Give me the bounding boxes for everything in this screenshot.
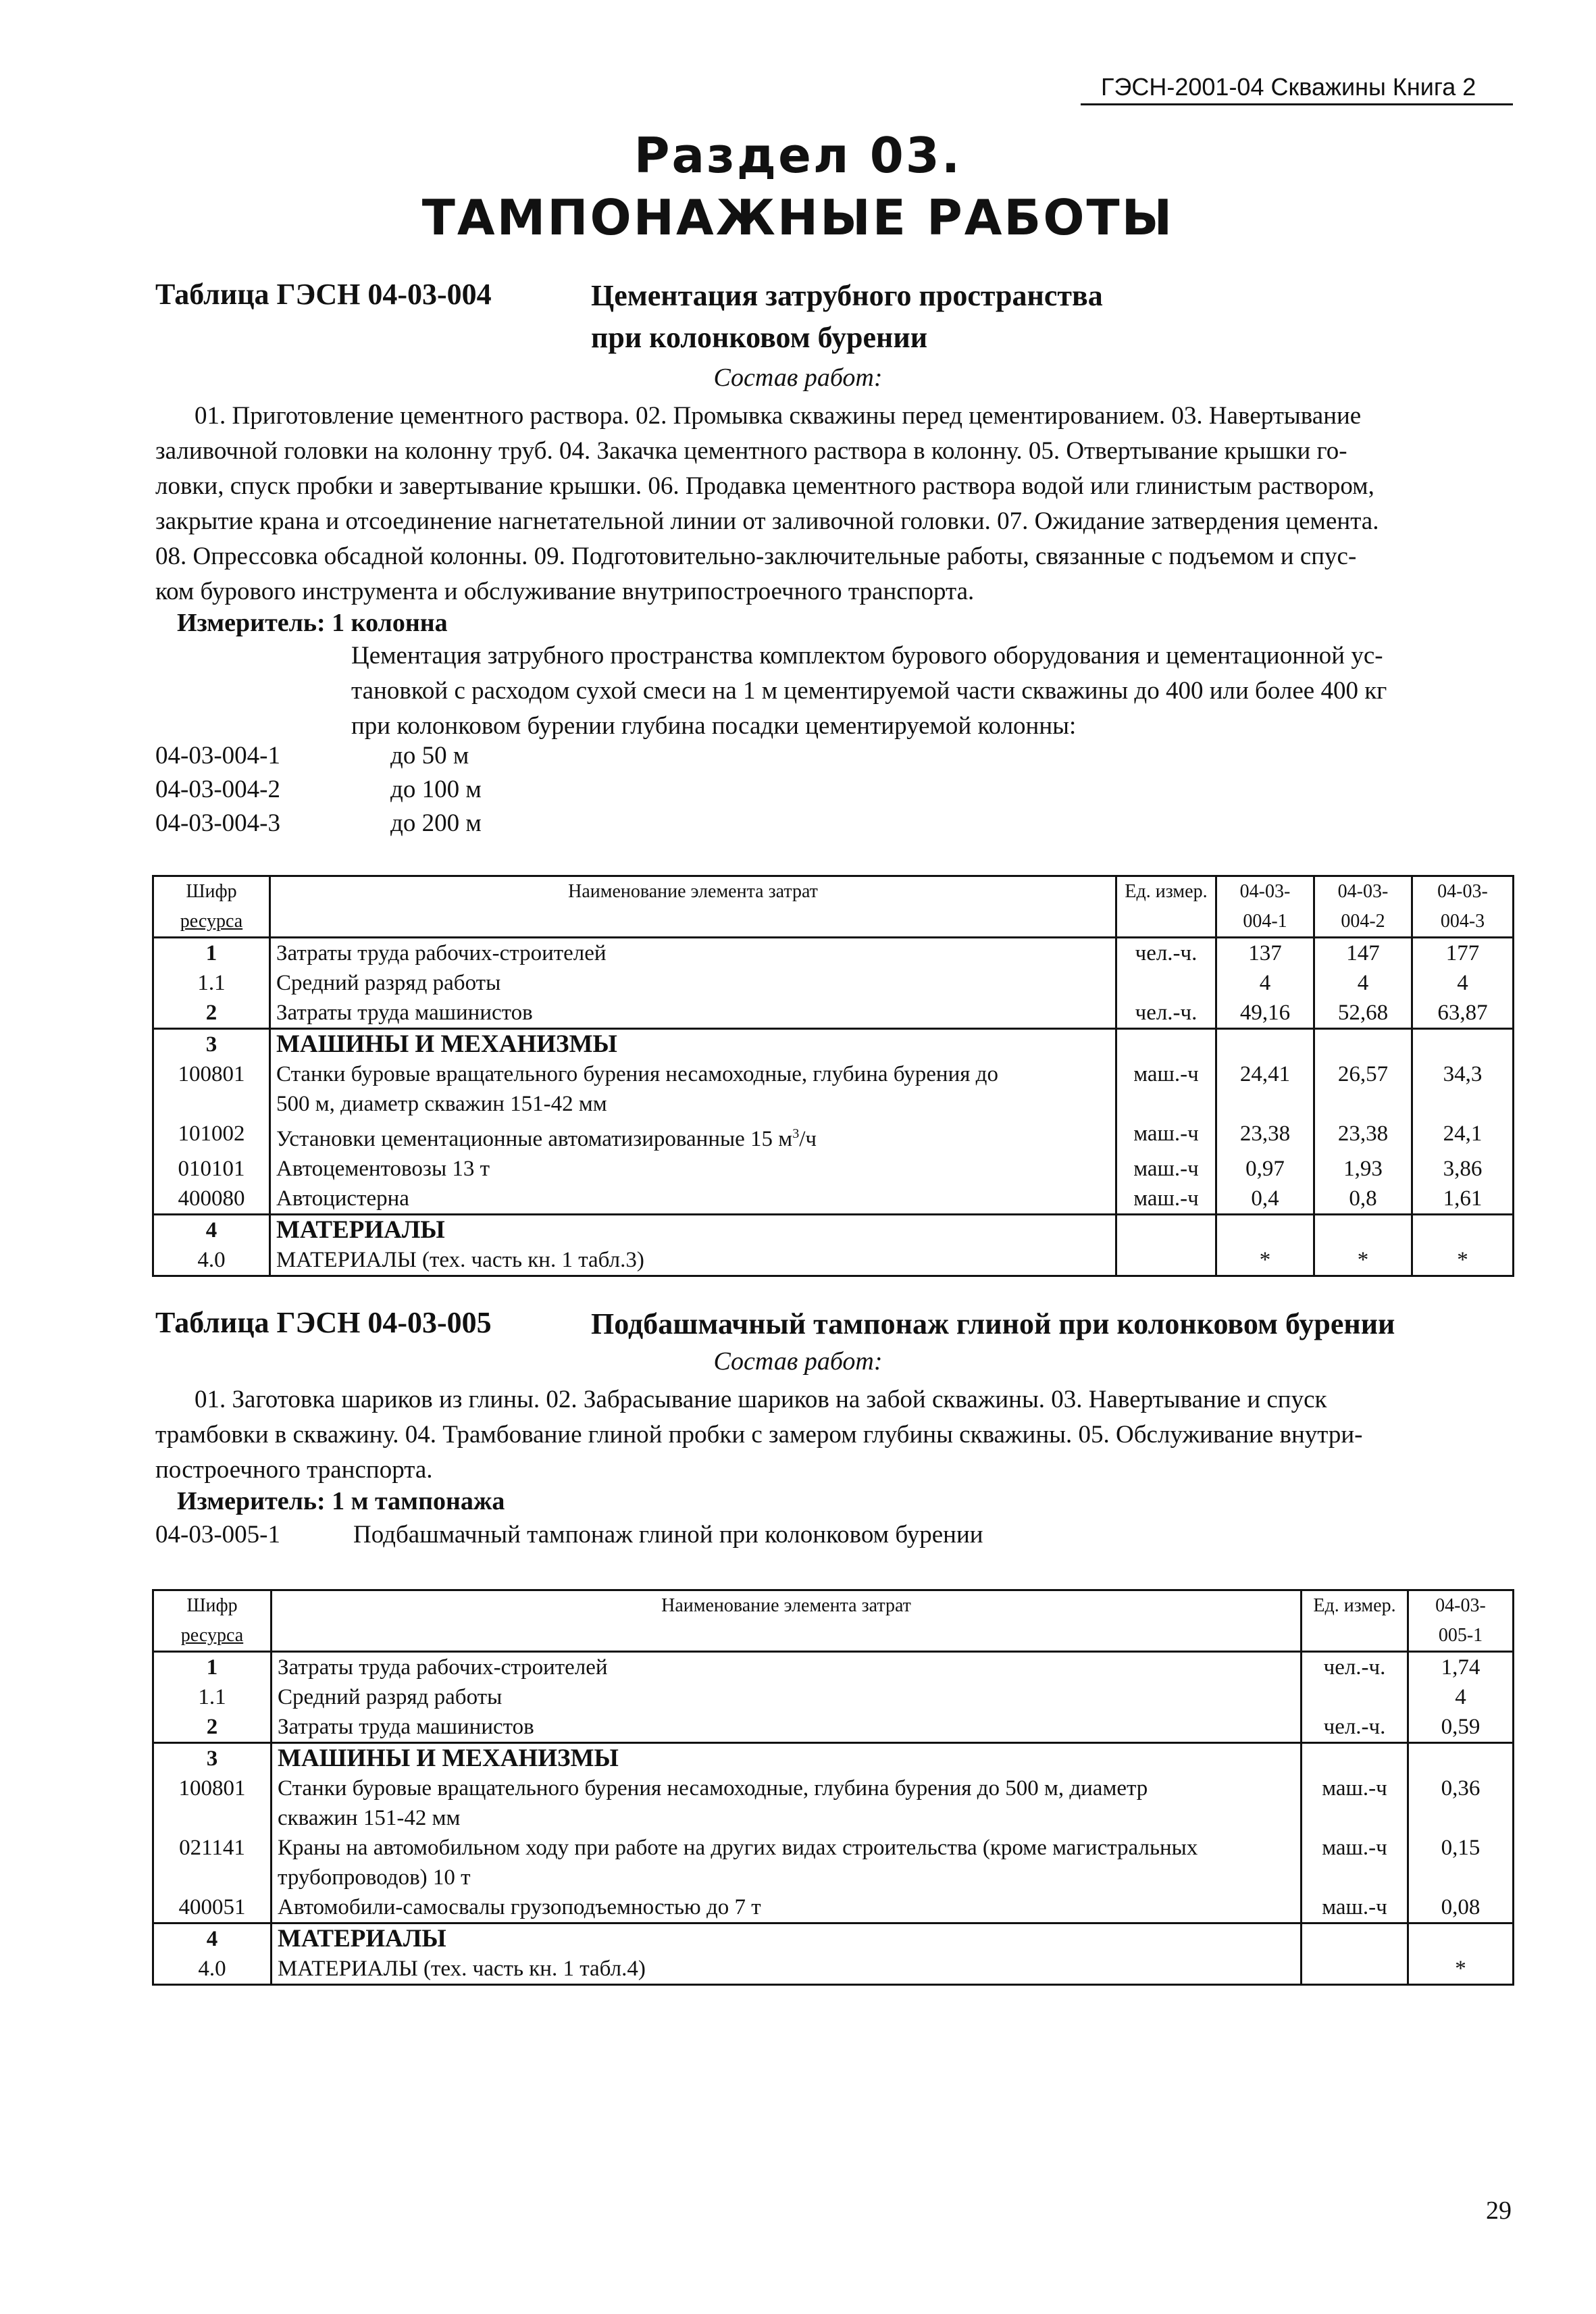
header-col: 04-03- 004-3 (1412, 876, 1514, 938)
row-group-name: МАШИНЫ И МЕХАНИЗМЫ (270, 1029, 1116, 1060)
header-col: 04-03- 004-1 (1216, 876, 1314, 938)
row-name: Средний разряд работы (270, 968, 1116, 998)
resource-table-2 (152, 1589, 1514, 1986)
table-row (153, 1059, 1514, 1119)
row-value: * (1216, 1245, 1314, 1276)
row-value: 49,16 (1216, 998, 1314, 1029)
row-unit: маш.-ч (1302, 1833, 1408, 1892)
table-row (153, 998, 1514, 1029)
row-name: Установки цементационные автоматизированные 15 $м^3/ч$ (270, 1119, 1116, 1154)
work-line: 01. Приготовление цементного раствора. 02. Промывка скважины перед цементированием. 03. Навертывание (195, 402, 1362, 430)
header-name: Наименование элемента затрат (270, 876, 1116, 938)
row-value: 4 (1216, 968, 1314, 998)
desc-line: Цементация затрубного пространства комплектом бурового оборудования и цементационной ус- (351, 642, 1383, 670)
table2-work-description (155, 1382, 1510, 1488)
table1-work-description (155, 399, 1510, 609)
table-row (153, 968, 1514, 998)
row-code: 4.0 (153, 1245, 270, 1276)
row-value: * (1408, 1954, 1514, 1985)
row-code: 2 (153, 998, 270, 1029)
code-label: 04-03-004-1 (155, 742, 280, 770)
row-value: 26,57 (1314, 1059, 1412, 1119)
row-unit (1302, 1954, 1408, 1985)
row-value: 23,38 (1216, 1119, 1314, 1154)
row-unit: чел.-ч. (1116, 938, 1216, 969)
row-unit: маш.-ч (1302, 1774, 1408, 1833)
code-text: до 50 м (390, 742, 469, 770)
desc-line: тановкой с расходом сухой смеси на 1 м цементируемой части скважины до 400 или более 400 кг (351, 677, 1387, 705)
header-col: 04-03- 005-1 (1408, 1590, 1514, 1652)
header-rule (1081, 103, 1513, 105)
row-value: 0,97 (1216, 1154, 1314, 1184)
row-value: 4 (1408, 1682, 1514, 1712)
row-value: 1,93 (1314, 1154, 1412, 1184)
row-unit: маш.-ч (1302, 1892, 1408, 1923)
table1-sostav: Состав работ: (713, 363, 883, 392)
row-code: 4.0 (153, 1954, 272, 1985)
desc-line: при колонковом бурении глубина посадки цементируемой колонны: (351, 712, 1077, 740)
row-value: 52,68 (1314, 998, 1412, 1029)
row-name: Средний разряд работы (272, 1682, 1302, 1712)
table-row (153, 1184, 1514, 1215)
table-row (153, 938, 1514, 969)
row-value: 24,1 (1412, 1119, 1514, 1154)
table-row (153, 1119, 1514, 1154)
header-shifr: Шифр ресурса (153, 1590, 272, 1652)
work-line: ком бурового инструмента и обслуживание внутрипостроечного транспорта. (155, 578, 975, 605)
table2-label: Таблица ГЭСН 04-03-005 (155, 1306, 492, 1339)
work-line: построечного транспорта. (155, 1456, 433, 1484)
header-unit: Ед. измер. (1302, 1590, 1408, 1652)
table1-title-line2: при колонковом бурении (591, 321, 928, 354)
row-code: 3 (153, 1743, 272, 1774)
section-number: Раздел 03. (634, 127, 962, 184)
row-value: 0,59 (1408, 1712, 1514, 1743)
work-line: заливочной головки на колонну труб. 04. Закачка цементного раствора в колонну. 05. Отвертывание крышки го- (155, 437, 1347, 465)
code-label: 04-03-005-1 (155, 1521, 280, 1549)
row-code: 100801 (153, 1059, 270, 1119)
row-value: 1,61 (1412, 1184, 1514, 1215)
row-unit: чел.-ч. (1302, 1652, 1408, 1683)
row-name: Краны на автомобильном ходу при работе на других видах строительства (кроме магистральных трубопроводов) 10 т (272, 1833, 1302, 1892)
row-code: 010101 (153, 1154, 270, 1184)
row-name: МАТЕРИАЛЫ (тех. часть кн. 1 табл.4) (272, 1954, 1302, 1985)
row-unit (1302, 1682, 1408, 1712)
table-row (153, 1245, 1514, 1276)
table-header (153, 876, 1514, 938)
header-col: 04-03- 004-2 (1314, 876, 1412, 938)
table1-label: Таблица ГЭСН 04-03-004 (155, 278, 492, 311)
row-code: 100801 (153, 1774, 272, 1833)
row-code: 021141 (153, 1833, 272, 1892)
row-value: 0,8 (1314, 1184, 1412, 1215)
row-unit (1116, 1245, 1216, 1276)
table-row (153, 1652, 1514, 1683)
row-value: 63,87 (1412, 998, 1514, 1029)
row-value: 34,3 (1412, 1059, 1514, 1119)
row-code: 2 (153, 1712, 272, 1743)
table2-sostav: Состав работ: (713, 1347, 883, 1376)
row-value: 177 (1412, 938, 1514, 969)
table-row (153, 1923, 1514, 1955)
row-name: Затраты труда рабочих-строителей (270, 938, 1116, 969)
table1-meter: Измеритель: 1 колонна (177, 609, 448, 637)
row-code: 1.1 (153, 968, 270, 998)
work-line: закрытие крана и отсоединение нагнетательной линии от заливочной головки. 07. Ожидание затвердения цемента. (155, 507, 1379, 535)
table-row (153, 1215, 1514, 1246)
row-code: 101002 (153, 1119, 270, 1154)
code-text: до 200 м (390, 809, 482, 837)
row-unit: маш.-ч (1116, 1184, 1216, 1215)
table-row (153, 1029, 1514, 1060)
row-code: 3 (153, 1029, 270, 1060)
row-group-name: МАШИНЫ И МЕХАНИЗМЫ (272, 1743, 1302, 1774)
page-number: 29 (1486, 2196, 1512, 2225)
table-row (153, 1154, 1514, 1184)
row-name: Затраты труда машинистов (270, 998, 1116, 1029)
row-value: 137 (1216, 938, 1314, 969)
row-value: 24,41 (1216, 1059, 1314, 1119)
row-value: 0,36 (1408, 1774, 1514, 1833)
header-unit: Ед. измер. (1116, 876, 1216, 938)
row-code: 4 (153, 1923, 272, 1955)
row-value: 147 (1314, 938, 1412, 969)
row-unit: маш.-ч (1116, 1119, 1216, 1154)
row-name: Затраты труда рабочих-строителей (272, 1652, 1302, 1683)
table-row (153, 1774, 1514, 1833)
row-value: 23,38 (1314, 1119, 1412, 1154)
row-group-name: МАТЕРИАЛЫ (270, 1215, 1116, 1246)
work-line: трамбовки в скважину. 04. Трамбование глиной пробки с замером глубины скважины. 05. Обслуживание внутри- (155, 1421, 1363, 1449)
row-value: 4 (1412, 968, 1514, 998)
row-name: Автоцистерна (270, 1184, 1116, 1215)
table1-title-line1: Цементация затрубного пространства (591, 279, 1103, 312)
code-text: до 100 м (390, 776, 482, 803)
work-line: 01. Заготовка шариков из глины. 02. Забрасывание шариков на забой скважины. 03. Навертывание и спуск (195, 1386, 1327, 1413)
row-code: 400080 (153, 1184, 270, 1215)
row-name: Автоцементовозы 13 т (270, 1154, 1116, 1184)
running-header: ГЭСН-2001-04 Скважины Книга 2 (1101, 73, 1476, 101)
row-name: Станки буровые вращательного бурения несамоходные, глубина бурения до 500 м, диаметр скважин 151-42 мм (270, 1059, 1116, 1119)
header-name: Наименование элемента затрат (272, 1590, 1302, 1652)
work-line: 08. Опрессовка обсадной колонны. 09. Подготовительно-заключительные работы, связанные с подъемом и спус- (155, 543, 1357, 570)
row-code: 1.1 (153, 1682, 272, 1712)
code-label: 04-03-004-2 (155, 776, 280, 803)
table1-norm-description (351, 638, 1506, 744)
row-code: 400051 (153, 1892, 272, 1923)
row-unit: чел.-ч. (1116, 998, 1216, 1029)
row-value: 0,08 (1408, 1892, 1514, 1923)
row-code: 1 (153, 938, 270, 969)
table-row (153, 1743, 1514, 1774)
section-title: ТАМПОНАЖНЫЕ РАБОТЫ (421, 189, 1175, 246)
resource-table-1 (152, 875, 1514, 1277)
row-value: 0,15 (1408, 1833, 1514, 1892)
row-group-name: МАТЕРИАЛЫ (272, 1923, 1302, 1955)
row-value: 1,74 (1408, 1652, 1514, 1683)
table-row (153, 1892, 1514, 1923)
row-name: Затраты труда машинистов (272, 1712, 1302, 1743)
table-row (153, 1954, 1514, 1985)
row-unit: чел.-ч. (1302, 1712, 1408, 1743)
row-value: * (1412, 1245, 1514, 1276)
row-value: 4 (1314, 968, 1412, 998)
row-name: МАТЕРИАЛЫ (тех. часть кн. 1 табл.3) (270, 1245, 1116, 1276)
row-unit: маш.-ч (1116, 1059, 1216, 1119)
row-unit (1116, 968, 1216, 998)
row-name: Автомобили-самосвалы грузоподъемностью до 7 т (272, 1892, 1302, 1923)
table-header (153, 1590, 1514, 1652)
work-line: ловки, спуск пробки и завертывание крышки. 06. Продавка цементного раствора водой или глинистым раствором, (155, 472, 1374, 500)
row-name: Станки буровые вращательного бурения несамоходные, глубина бурения до 500 м, диаметр скважин 151-42 мм (272, 1774, 1302, 1833)
row-code: 1 (153, 1652, 272, 1683)
code-label: 04-03-004-3 (155, 809, 280, 837)
row-value: 3,86 (1412, 1154, 1514, 1184)
row-value: 0,4 (1216, 1184, 1314, 1215)
table-row (153, 1712, 1514, 1743)
row-value: * (1314, 1245, 1412, 1276)
row-unit: маш.-ч (1116, 1154, 1216, 1184)
table2-title: Подбашмачный тампонаж глиной при колонковом бурении (591, 1307, 1395, 1340)
table-row (153, 1833, 1514, 1892)
code-text: Подбашмачный тампонаж глиной при колонковом бурении (353, 1521, 983, 1549)
row-code: 4 (153, 1215, 270, 1246)
table-row (153, 1682, 1514, 1712)
table2-meter: Измеритель: 1 м тампонажа (177, 1487, 505, 1515)
header-shifr: Шифр ресурса (153, 876, 270, 938)
